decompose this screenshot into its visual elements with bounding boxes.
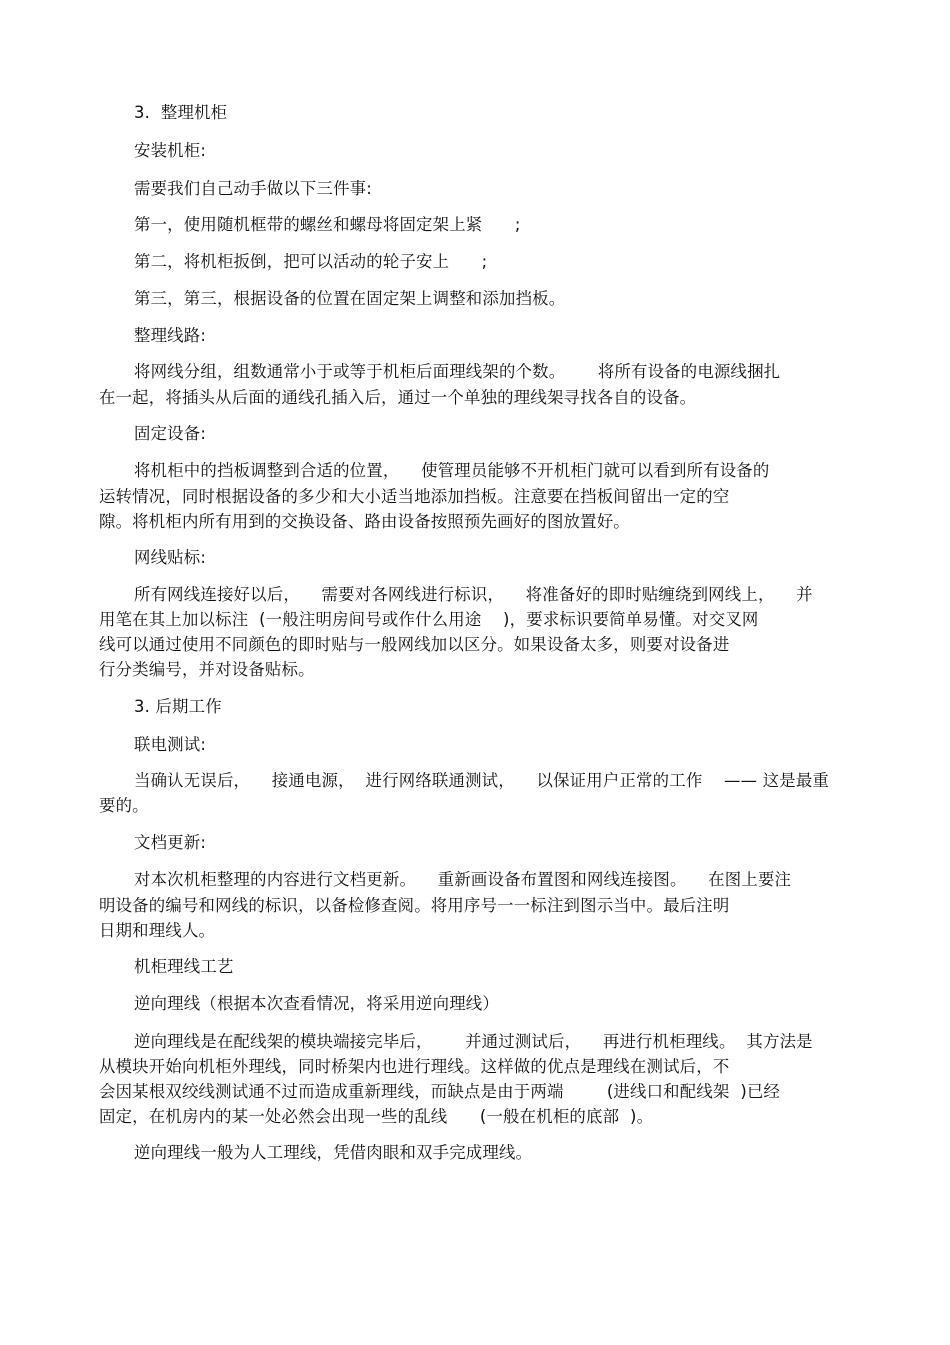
paragraph-line: 线可以通过使用不同颜色的即时贴与一般网线加以区分。如果设备太多，则要对设备进 [99,635,730,654]
paragraph-line: 从模块开始向机柜外理线，同时桥架内也进行理线。这样做的优点是理线在测试后，不 [99,1057,730,1076]
subheading: 安装机柜: [134,141,207,160]
subheading: 逆向理线（根据本次查看情况，将采用逆向理线） [134,994,499,1013]
paragraph-line: 逆向理线是在配线架的模块端接完毕后， 并通过测试后， 再进行机柜理线。 其方法是 [134,1032,813,1051]
paragraph-line: 行分类编号，并对设备贴标。 [99,660,315,679]
section-heading: 3. 后期工作 [134,697,222,716]
section-heading: 3. 整理机柜 [134,103,228,122]
subheading: 网线贴标: [134,548,207,567]
subheading: 固定设备: [134,424,207,443]
subheading: 联电测试: [134,735,207,754]
paragraph-line: 第三，第三，根据设备的位置在固定架上调整和添加挡板。 [134,289,566,308]
paragraph-line: 固定，在机房内的某一处必然会出现一些的乱线 (一般在机柜的底部 )。 [99,1107,654,1126]
paragraph-line: 会因某根双绞线测试通不过而造成重新理线，而缺点是由于两端 (进线口和配线架 )已经 [99,1082,781,1101]
paragraph-line: 运转情况，同时根据设备的多少和大小适当地添加挡板。注意要在挡板间留出一定的空 [99,487,730,506]
paragraph-line: 逆向理线一般为人工理线，凭借肉眼和双手完成理线。 [134,1143,533,1162]
subheading: 整理线路: [134,326,207,345]
paragraph-line: 要的。 [99,796,149,815]
paragraph-line: 当确认无误后， 接通电源， 进行网络联通测试， 以保证用户正常的工作 —— 这是最重 [134,771,830,790]
paragraph-line: 将网线分组，组数通常小于或等于机柜后面理线架的个数。 将所有设备的电源线捆扎 [134,362,781,381]
paragraph-line: 所有网线连接好以后， 需要对各网线进行标识， 将准备好的即时贴缠绕到网线上， 并 [134,585,813,604]
paragraph-line: 对本次机柜整理的内容进行文档更新。 重新画设备布置图和网线连接图。 在图上要注 [134,870,792,889]
paragraph-line: 在一起，将插头从后面的通线孔插入后，通过一个单独的理线架寻找各自的设备。 [99,388,697,407]
paragraph-line: 日期和理线人。 [99,921,216,940]
paragraph-line: 用笔在其上加以标注 (一般注明房间号或作什么用途 )，要求标识要简单易懂。对交叉网 [99,610,759,629]
paragraph-line: 第一，使用随机框带的螺丝和螺母将固定架上紧 ; [134,215,521,234]
paragraph-line: 隙。将机柜内所有用到的交换设备、路由设备按照预先画好的图放置好。 [99,512,630,531]
paragraph-line: 需要我们自己动手做以下三件事: [134,179,372,198]
subheading: 文档更新: [134,833,207,852]
paragraph-line: 将机柜中的挡板调整到合适的位置， 使管理员能够不开机柜门就可以看到所有设备的 [134,461,770,480]
paragraph-line: 第二，将机柜扳倒，把可以活动的轮子安上 ; [134,252,488,271]
paragraph-line: 明设备的编号和网线的标识，以备检修查阅。将用序号一一标注到图示当中。最后注明 [99,896,730,915]
section-heading: 机柜理线工艺 [134,957,234,976]
